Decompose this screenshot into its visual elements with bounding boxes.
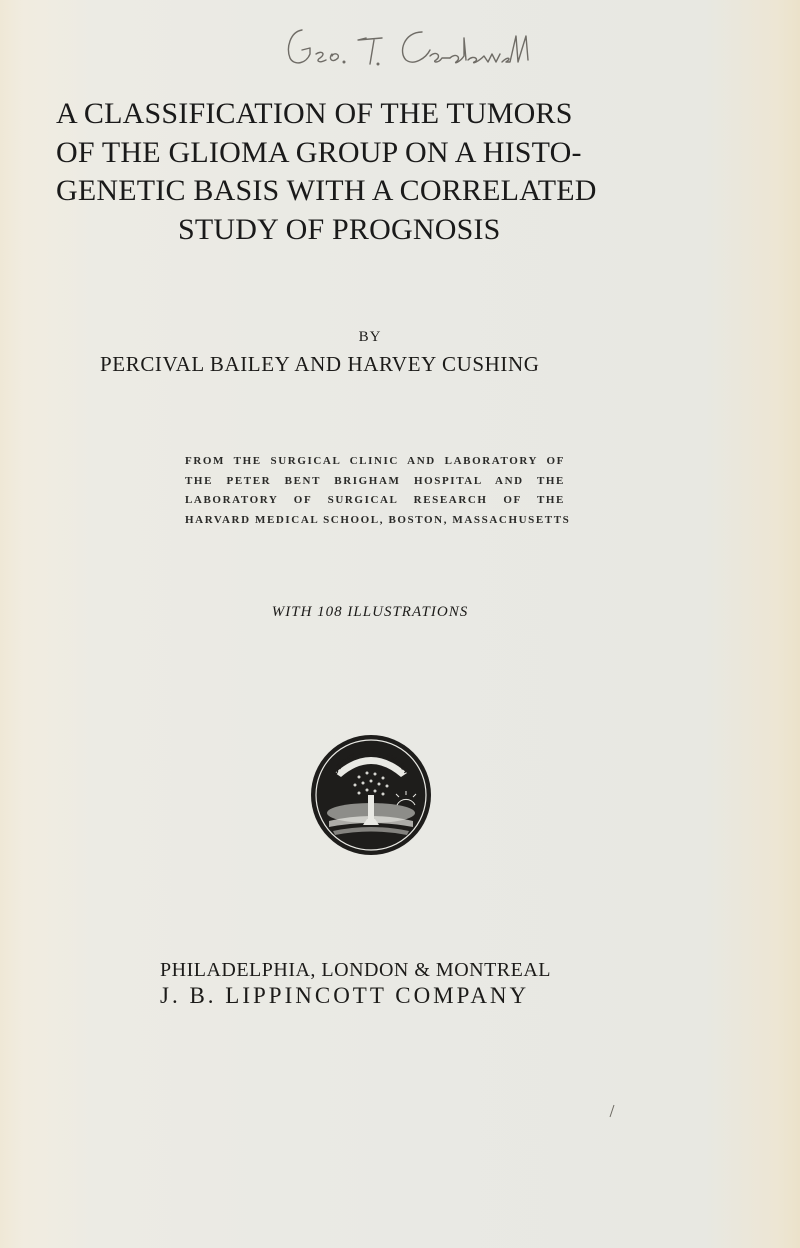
illustrations-note: WITH 108 ILLUSTRATIONS [271, 604, 469, 620]
affiliation-line: LABORATORY OF SURGICAL RESEARCH OF THE [185, 494, 565, 506]
imprint-city: PHILADELPHIA, LONDON & MONTREAL [160, 959, 552, 981]
imprint-publisher: J. B. LIPPINCOTT COMPANY [160, 983, 530, 1008]
book-title [56, 95, 696, 249]
affiliation-line: THE PETER BENT BRIGHAM HOSPITAL AND THE [185, 474, 565, 487]
svg-text:DROIT · ET · AVANT: DROIT · ET · AVANT [331, 748, 411, 777]
authors: PERCIVAL BAILEY AND HARVEY CUSHING [100, 352, 540, 376]
affiliation [185, 452, 571, 530]
handwritten-signature [280, 18, 600, 78]
title-line: STUDY OF PROGNOSIS [178, 212, 501, 246]
title-line: OF THE GLIOMA GROUP ON A HISTO- [56, 135, 582, 169]
title-line: A CLASSIFICATION OF THE TUMORS [56, 97, 573, 130]
publisher-device-tree-icon [309, 733, 433, 857]
title-line: GENETIC BASIS WITH A CORRELATED [56, 174, 597, 207]
affiliation-line: FROM THE SURGICAL CLINIC AND LABORATORY OF [185, 455, 565, 467]
affiliation-line: HARVARD MEDICAL SCHOOL, BOSTON, MASSACHUSETTS [185, 513, 571, 526]
by-label: BY [358, 329, 382, 345]
pencil-mark [608, 1104, 616, 1118]
